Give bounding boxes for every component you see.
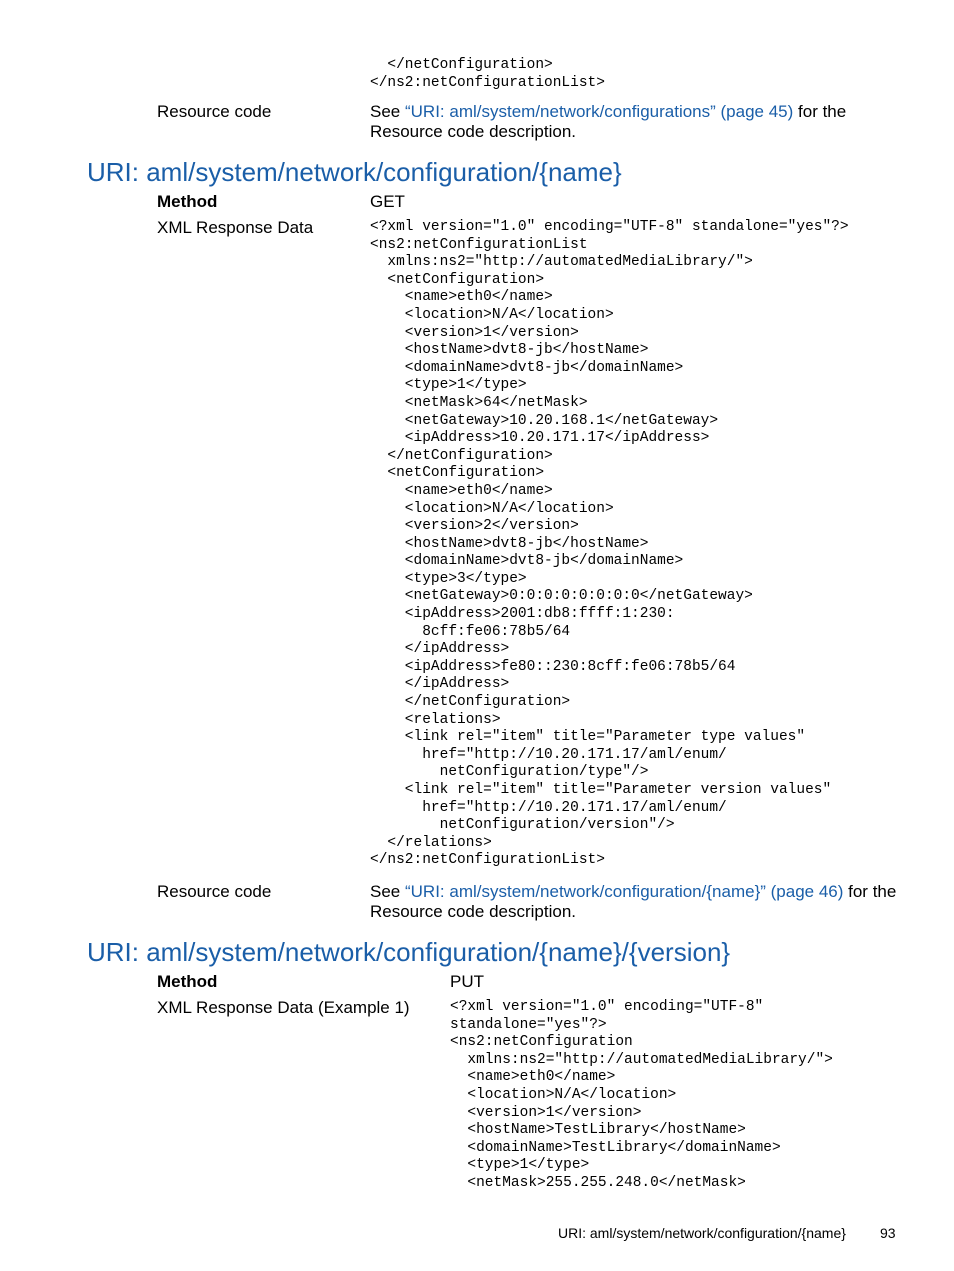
resource-code-pre-2: See xyxy=(370,882,405,901)
method-value-1: GET xyxy=(370,192,405,211)
resource-code-description-2 xyxy=(370,882,900,922)
footer-page-number: 93 xyxy=(880,1225,896,1241)
resource-code-post-1: for the Resource code description. xyxy=(370,102,847,141)
xml-response-label-1: XML Response Data xyxy=(157,218,314,237)
section-heading-name-version: URI: aml/system/network/configuration/{name}/{version} xyxy=(87,937,731,967)
xml-response-label-2: XML Response Data (Example 1) xyxy=(157,998,410,1017)
method-label-2: Method xyxy=(157,972,218,991)
resource-code-description-1 xyxy=(370,102,870,142)
resource-code-label-1: Resource code xyxy=(157,102,272,121)
resource-code-post-2: for the Resource code description. xyxy=(370,882,897,921)
footer-running-title: URI: aml/system/network/configuration/{name} xyxy=(558,1225,846,1241)
top-code-continuation: </netConfiguration> </ns2:netConfigurationList> xyxy=(370,57,605,91)
resource-code-link-2[interactable]: “URI: aml/system/network/configuration/{name}” (page 46) xyxy=(404,882,844,901)
resource-code-label-2: Resource code xyxy=(157,882,272,901)
xml-response-code-1: <?xml version="1.0" encoding="UTF-8" standalone="yes"?> <ns2:netConfigurationList xmlns:ns2="http://automatedMediaLibrary/"> <netConfiguration> <name>eth0</name> <location>N/A</location> <version>1</version> <hostName>dvt8-jb</hostName> <domainName>dvt8-jb</domainName> <type>1</type> <netMask>64</netMask> <netGateway>10.20.168.1</netGateway> <ipAddress>10.20.171.17</ipAddress> </netConfiguration> <netConfiguration> <name>eth0</name> <location>N/A</location> <version>2</version> <hostName>dvt8-jb</hostName> <domainName>dvt8-jb</domainName> <type>3</type> <netGateway>0:0:0:0:0:0:0:0</netGateway> <ipAddress>2001:db8:ffff:1:230: 8cff:fe06:78b5/64 </ipAddress> <ipAddress>fe80::230:8cff:fe06:78b5/64 </ipAddress> </netConfiguration> <relations> <link rel="item" title="Parameter type values" href="http://10.20.171.17/aml/enum/ netConfiguration/type"/> <link rel="item" title="Parameter version values" href="http://10.20.171.17/aml/enum/ netConfiguration/version"/> </relations> </ns2:netConfigurationList> xyxy=(370,219,849,869)
resource-code-pre-1: See xyxy=(370,102,405,121)
resource-code-link-1[interactable]: “URI: aml/system/network/configurations” (page 45) xyxy=(404,102,794,121)
method-label-1: Method xyxy=(157,192,218,211)
section-heading-name: URI: aml/system/network/configuration/{name} xyxy=(87,157,622,187)
method-value-2: PUT xyxy=(450,972,484,991)
xml-response-code-2: <?xml version="1.0" encoding="UTF-8" standalone="yes"?> <ns2:netConfiguration xmlns:ns2="http://automatedMediaLibrary/"> <name>eth0</name> <location>N/A</location> <version>1</version> <hostName>TestLibrary</hostName> <domainName>TestLibrary</domainName> <type>1</type> <netMask>255.255.248.0</netMask> xyxy=(450,999,833,1191)
